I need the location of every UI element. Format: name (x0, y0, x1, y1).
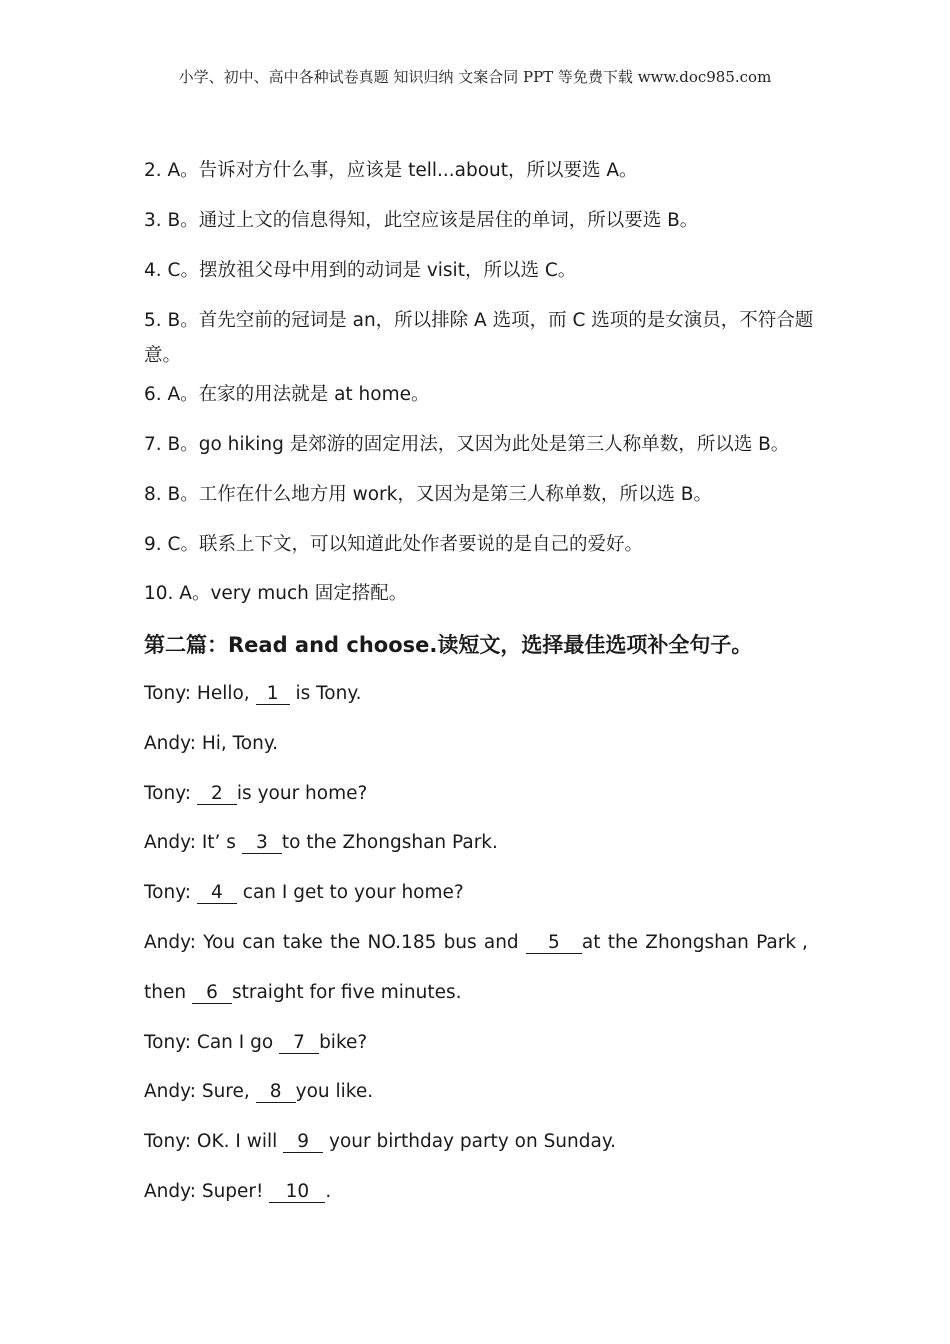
answer-item: 10. A。very much 固定搭配。 (144, 583, 408, 604)
dialogue-line: Tony: Hello, 1 is Tony. (144, 683, 362, 704)
answer-blank: 7 (279, 1033, 319, 1054)
dialogue-line: Tony: 2 is your home? (144, 783, 368, 804)
answer-item: 8. B。工作在什么地方用 work，又因为是第三人称单数，所以选 B。 (144, 484, 712, 505)
answer-blank: 10 (269, 1182, 325, 1203)
dialogue-line: Andy: Hi, Tony. (144, 733, 279, 754)
dialogue-line: Andy: Sure, 8 you like. (144, 1081, 374, 1102)
answer-blank: 6 (192, 983, 232, 1004)
answer-item: 5. B。首先空前的冠词是 an，所以排除 A 选项，而 C 选项的是女演员，不符合题意。 (144, 310, 814, 366)
dialogue-line: Tony: Can I go 7 bike? (144, 1032, 368, 1053)
answer-blank: 3 (242, 833, 282, 854)
dialogue-line: then 6 straight for five minutes. (144, 982, 462, 1003)
section-title: 第二篇：Read and choose.读短文，选择最佳选项补全句子。 (144, 633, 753, 657)
answer-item: 2. A。告诉对方什么事，应该是 tell...about，所以要选 A。 (144, 160, 638, 181)
page-header: 小学、初中、高中各种试卷真题 知识归纳 文案合同 PPT 等免费下载 www.doc985.com (178, 68, 772, 86)
dialogue-line: Andy: Super! 10 . (144, 1181, 332, 1202)
answer-blank: 9 (283, 1132, 323, 1153)
dialogue-line: Tony: 4 can I get to your home? (144, 882, 464, 903)
answer-item: 3. B。通过上文的信息得知，此空应该是居住的单词，所以要选 B。 (144, 210, 699, 231)
answer-blank: 4 (197, 883, 237, 904)
answer-item: 6. A。在家的用法就是 at home。 (144, 384, 430, 405)
dialogue-line: Andy: You can take the NO.185 bus and 5 at the Zhongshan Park , (144, 932, 808, 953)
answer-blank: 1 (256, 684, 290, 705)
answer-item: 9. C。联系上下文，可以知道此处作者要说的是自己的爱好。 (144, 534, 643, 555)
answer-blank: 2 (197, 784, 237, 805)
answer-item: 7. B。go hiking 是郊游的固定用法，又因为此处是第三人称单数，所以选 B。 (144, 434, 790, 455)
dialogue-line: Andy: It’ s 3 to the Zhongshan Park. (144, 832, 498, 853)
answer-blank: 8 (256, 1082, 296, 1103)
answer-item: 4. C。摆放祖父母中用到的动词是 visit，所以选 C。 (144, 260, 577, 281)
dialogue-line: Tony: OK. I will 9 your birthday party on Sunday. (144, 1131, 617, 1152)
answer-blank: 5 (526, 933, 582, 954)
